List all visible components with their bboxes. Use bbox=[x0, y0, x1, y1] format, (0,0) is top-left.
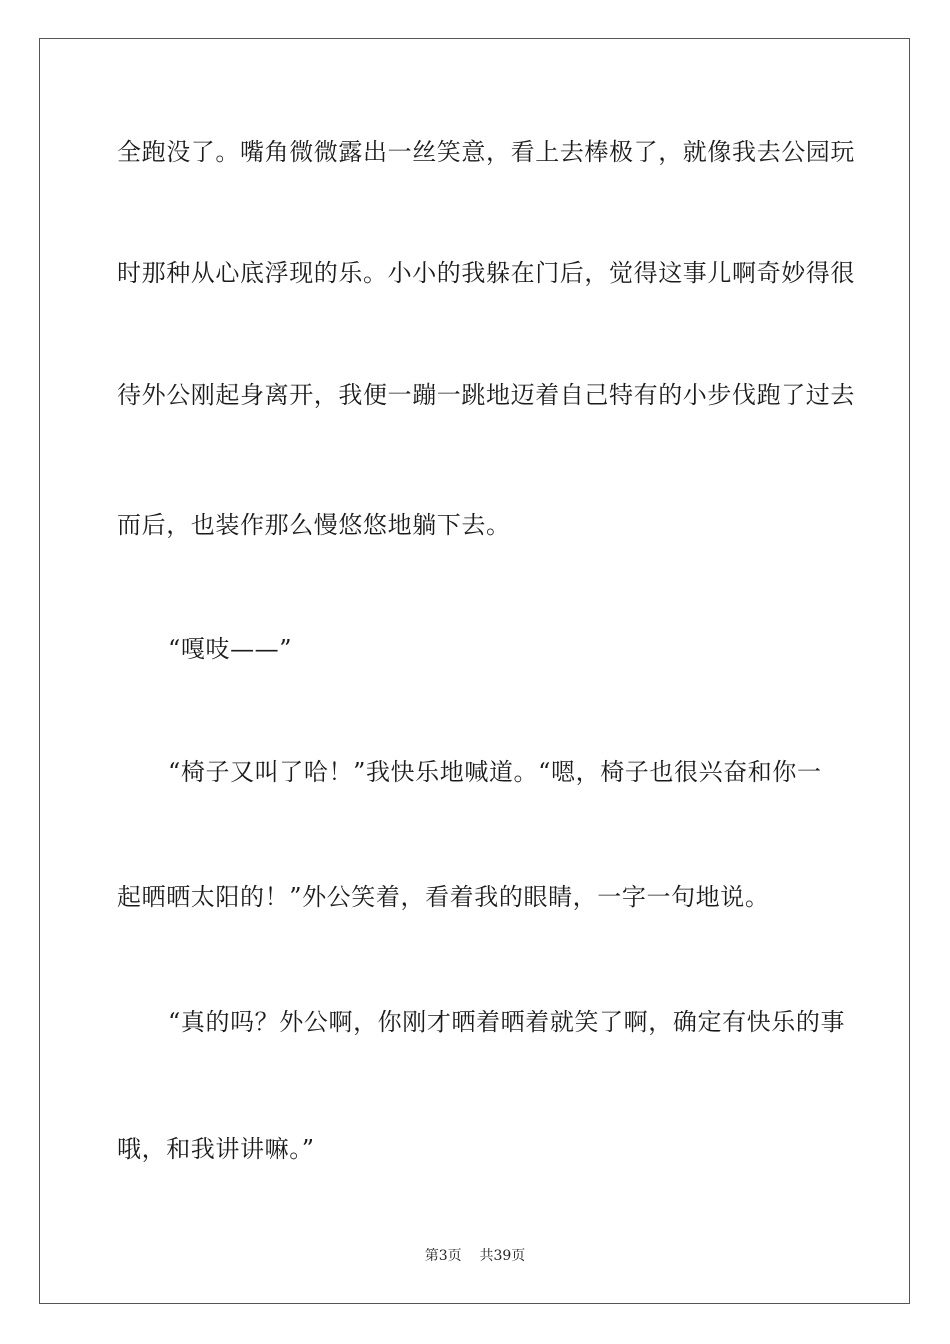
text-line: 全跑没了。嘴角微微露出一丝笑意，看上去棒极了，就像我去公园玩 bbox=[117, 138, 855, 166]
text-line: 起晒晒太阳的！”外公笑着，看着我的眼睛，一字一句地说。 bbox=[117, 883, 770, 911]
text-line: 哦，和我讲讲嘛。” bbox=[117, 1135, 315, 1163]
page-number: 第3页 bbox=[424, 1248, 462, 1264]
page-border bbox=[39, 38, 910, 1304]
page-footer bbox=[0, 1247, 950, 1265]
text-line: “嘎吱——” bbox=[168, 635, 293, 663]
text-line: 待外公刚起身离开，我便一蹦一跳地迈着自己特有的小步伐跑了过去 bbox=[117, 381, 855, 409]
page-total: 共39页 bbox=[479, 1248, 526, 1264]
text-line: 而后，也装作那么慢悠悠地躺下去。 bbox=[117, 511, 511, 539]
text-line: 时那种从心底浮现的乐。小小的我躲在门后，觉得这事儿啊奇妙得很 bbox=[117, 259, 855, 287]
text-line: “真的吗？外公啊，你刚才晒着晒着就笑了啊，确定有快乐的事 bbox=[168, 1008, 846, 1036]
text-line: “椅子又叫了哈！”我快乐地喊道。“嗯，椅子也很兴奋和你一 bbox=[168, 758, 822, 786]
